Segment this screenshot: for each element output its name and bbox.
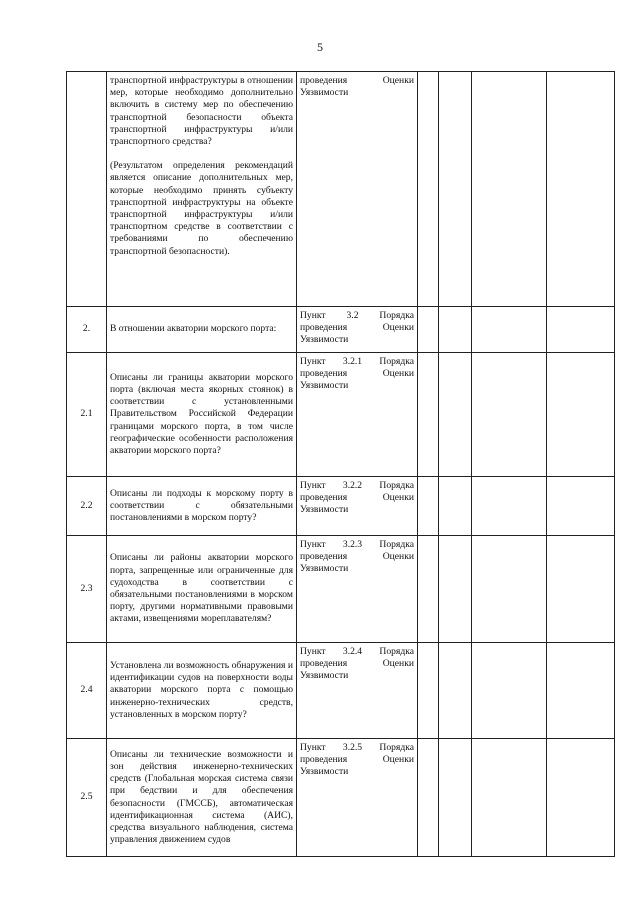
answer-cell xyxy=(472,353,547,477)
table-row xyxy=(67,477,615,536)
row-number: 2. xyxy=(67,307,107,353)
row-number: 2.2 xyxy=(67,477,107,536)
question-text: Описаны ли подходы к морскому порту в соответствии с обязательными постановлениями в морском порту? xyxy=(110,487,293,524)
answer-cell xyxy=(472,739,547,857)
row-number: 2.5 xyxy=(67,739,107,857)
question-text: В отношении акватории морского порта: xyxy=(110,323,277,335)
answer-cell xyxy=(418,536,439,643)
answer-cell xyxy=(418,353,439,477)
checklist-table xyxy=(66,71,615,857)
answer-cell xyxy=(418,643,439,739)
answer-cell xyxy=(547,739,615,857)
reference-cell: Пункт 3.2.4 Порядка проведения Оценки Уязвимости xyxy=(297,643,418,739)
table-row xyxy=(67,72,615,307)
answer-cell xyxy=(547,72,615,307)
question-text: Установлена ли возможность обнаружения и идентификации судов на поверхности воды акватории морского порта с помощью инженерно-технических средств, установленных в морском порту? xyxy=(110,659,293,720)
reference-cell: Пункт 3.2.1 Порядка проведения Оценки Уязвимости xyxy=(297,353,418,477)
question-text: Описаны ли районы акватории морского порта, запрещенные или ограниченные для судоходства в соответствии с обязательными постановлениями в морском порту, другими нормативными правовыми актами, извещениями мореплавателям? xyxy=(110,552,293,625)
answer-cell xyxy=(547,536,615,643)
question-text: Описаны ли границы акватории морского порта (включая места якорных стоянок) в соответствии с установленными Правительством Российской Федерации границами морского порта, в том числе географические особенности расположения акватории морского порта? xyxy=(110,371,293,456)
table-row xyxy=(67,353,615,477)
answer-cell xyxy=(439,72,472,307)
question-cell xyxy=(107,739,297,857)
table-row xyxy=(67,643,615,739)
reference-cell: Пункт 3.2.3 Порядка проведения Оценки Уязвимости xyxy=(297,536,418,643)
page-number: 5 xyxy=(317,40,323,54)
answer-cell xyxy=(472,307,547,353)
answer-cell xyxy=(472,477,547,536)
answer-cell xyxy=(547,353,615,477)
answer-cell xyxy=(547,307,615,353)
answer-cell xyxy=(472,536,547,643)
answer-cell xyxy=(439,477,472,536)
answer-cell xyxy=(547,477,615,536)
question-cell xyxy=(107,643,297,739)
answer-cell xyxy=(418,739,439,857)
question-cell xyxy=(107,353,297,477)
question-cell xyxy=(107,477,297,536)
answer-cell xyxy=(418,72,439,307)
answer-cell xyxy=(439,353,472,477)
row-number xyxy=(67,72,107,307)
table-row xyxy=(67,536,615,643)
row-number: 2.3 xyxy=(67,536,107,643)
question-cell xyxy=(107,536,297,643)
reference-cell: Пункт 3.2.2 Порядка проведения Оценки Уязвимости xyxy=(297,477,418,536)
row-number: 2.4 xyxy=(67,643,107,739)
reference-cell: проведения Оценки Уязвимости xyxy=(297,72,418,307)
answer-cell xyxy=(439,739,472,857)
answer-cell xyxy=(439,643,472,739)
question-cell xyxy=(107,307,297,353)
question-text: Описаны ли технические возможности и зон действия инженерно-технических средств (Глобальная морская система связи при бедствии и для обеспечения безопасности (ГМССБ), автоматическая идентификационная система (АИС), средства визуального наблюдения, система управления движением судов xyxy=(110,748,293,846)
answer-cell xyxy=(472,643,547,739)
row-number: 2.1 xyxy=(67,353,107,477)
question-note: (Результатом определения рекомендаций является описание дополнительных мер, которые необходимо принять субъекту транспортной инфраструктуры на объекте транспортной инфраструктуры и/или транспортном средстве в соответствии с требованиями по обеспечению транспортной безопасности). xyxy=(110,160,293,257)
reference-cell: Пункт 3.2 Порядка проведения Оценки Уязвимости xyxy=(297,307,418,353)
answer-cell xyxy=(418,477,439,536)
table-row xyxy=(67,307,615,353)
answer-cell xyxy=(547,643,615,739)
reference-cell: Пункт 3.2.5 Порядка проведения Оценки Уязвимости xyxy=(297,739,418,857)
answer-cell xyxy=(439,307,472,353)
answer-cell xyxy=(418,307,439,353)
table-row xyxy=(67,739,615,857)
answer-cell xyxy=(472,72,547,307)
question-text: транспортной инфраструктуры в отношении мер, которые необходимо дополнительно включить в систему мер по обеспечению транспортной безопасности объекта транспортной инфраструктуры и/или транспортного средства? xyxy=(110,75,293,148)
answer-cell xyxy=(439,536,472,643)
question-cell xyxy=(107,72,297,307)
